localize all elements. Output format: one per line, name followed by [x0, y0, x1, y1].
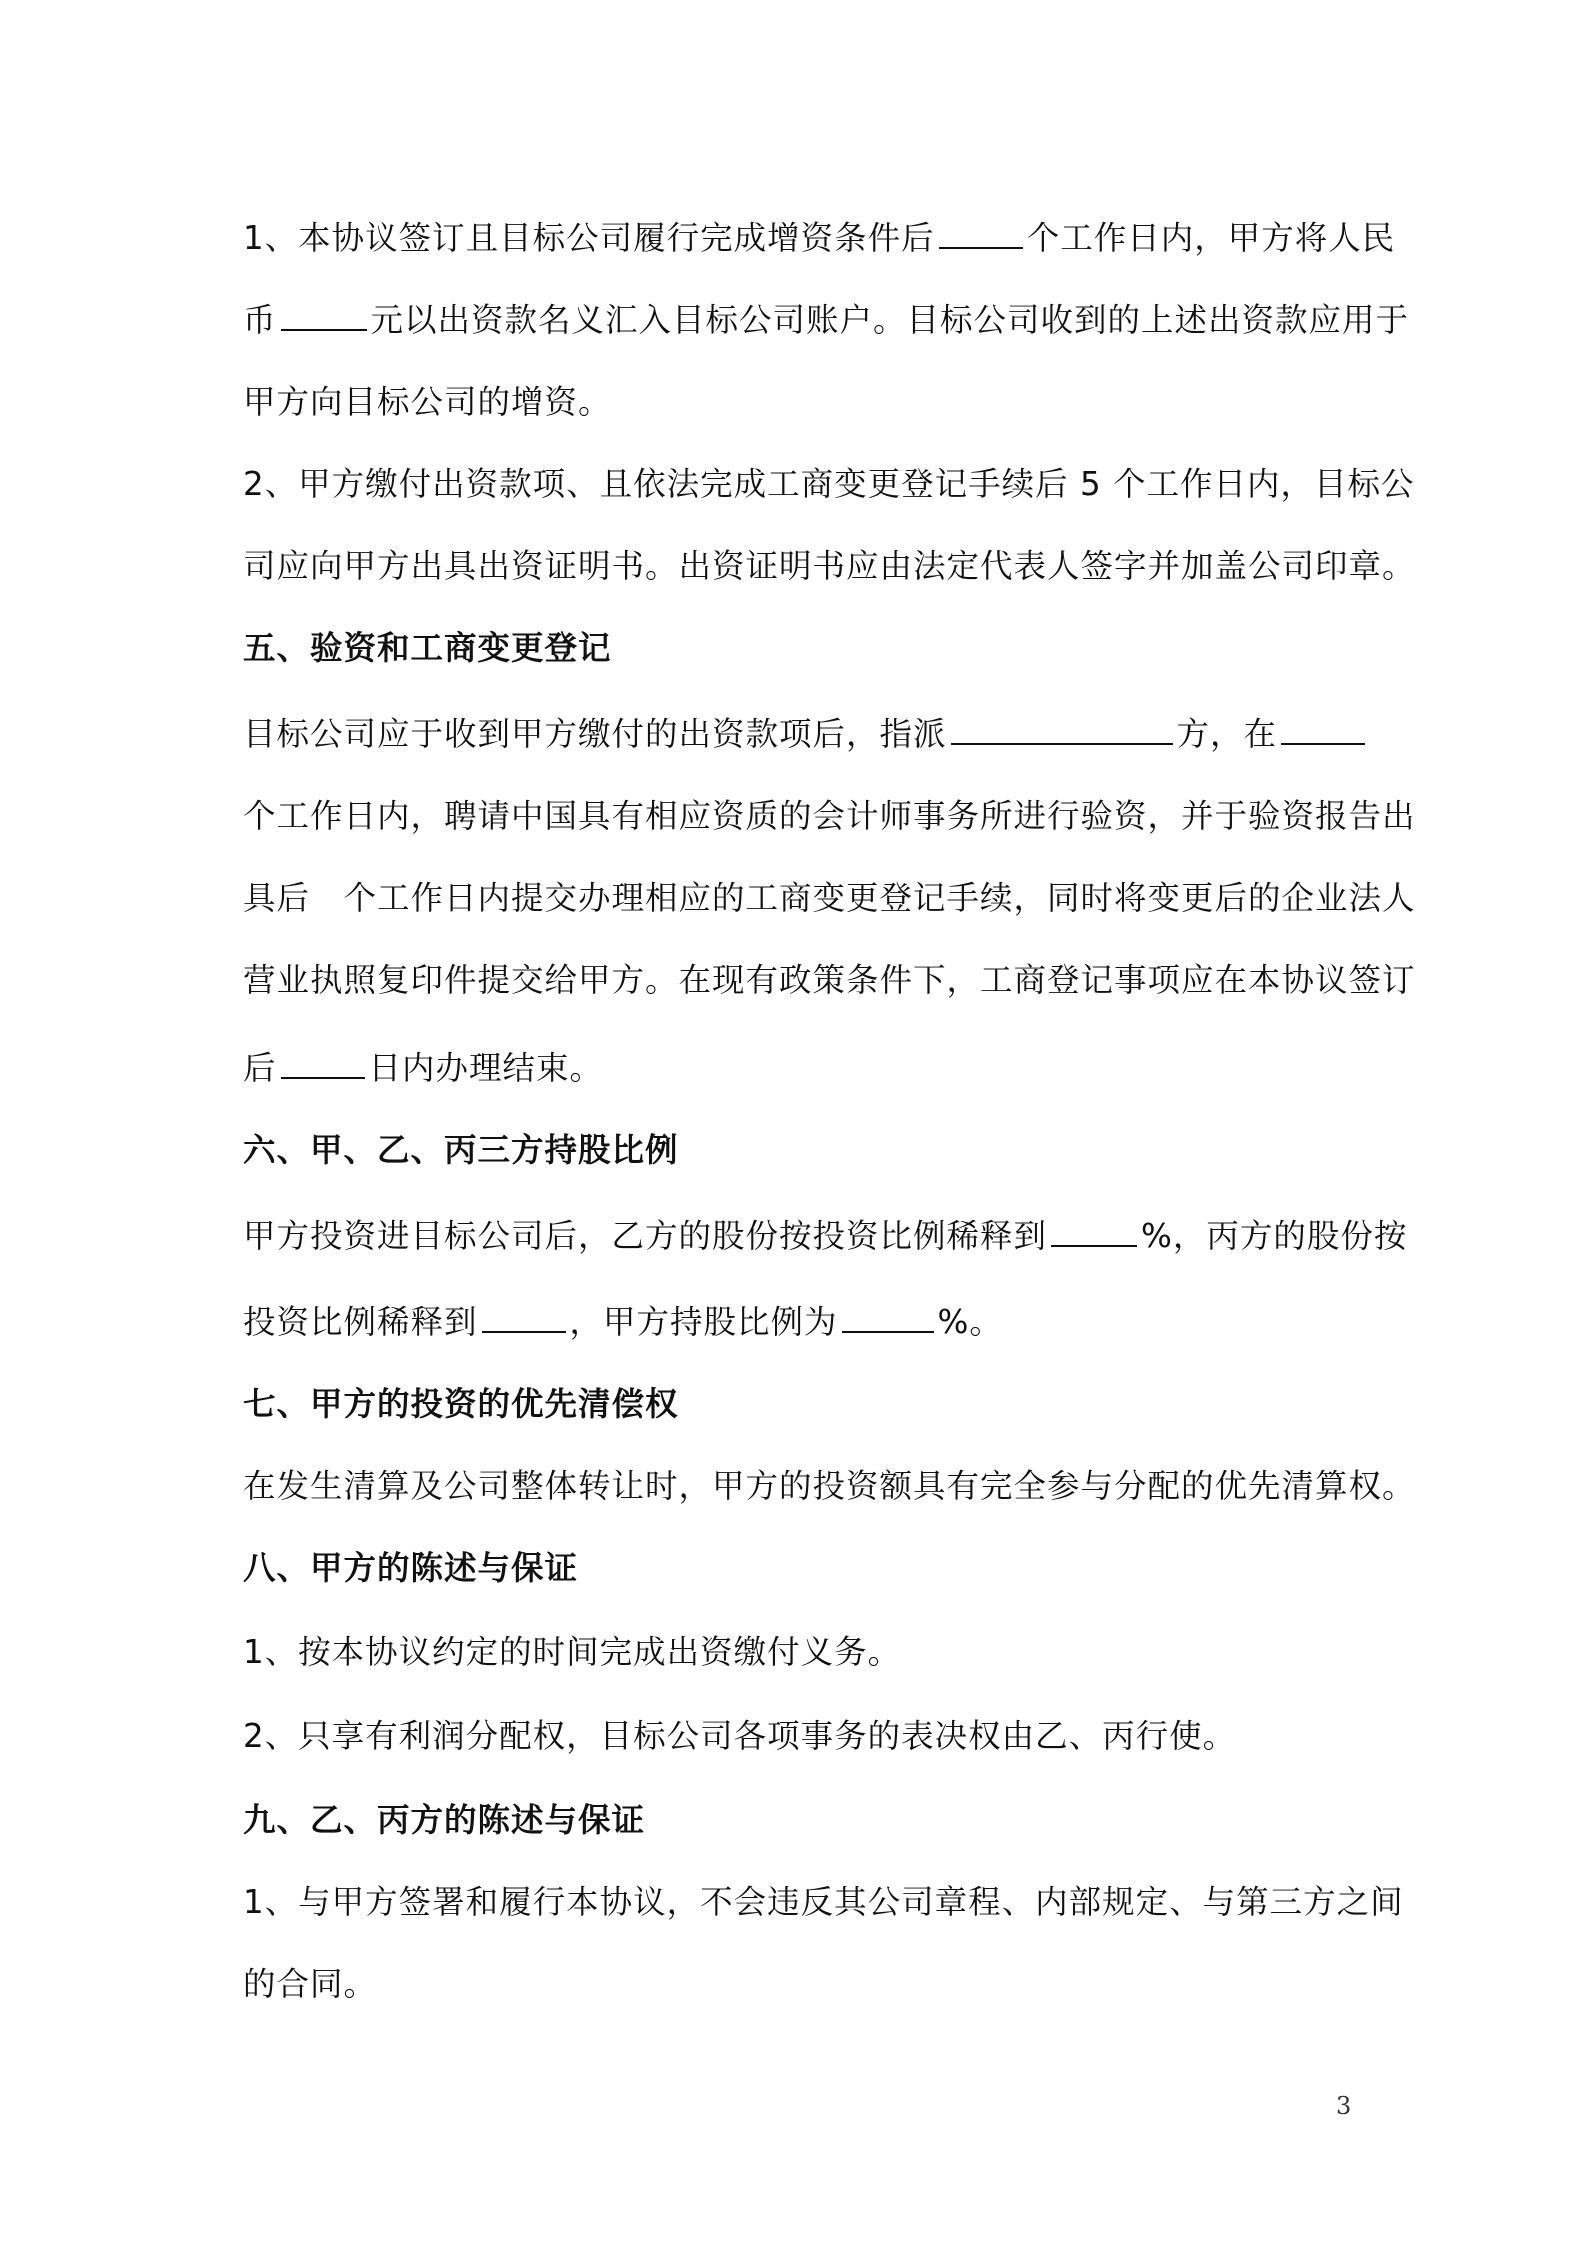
- blank-field: [1281, 713, 1365, 745]
- section-5-line-2: 个工作日内，聘请中国具有相应资质的会计师事务所进行验资，并于验资报告出: [243, 797, 1416, 835]
- section-9-heading: 九、乙、丙方的陈述与保证: [243, 1801, 646, 1839]
- clause-4-1-line-3: 甲方向目标公司的增资。: [243, 383, 612, 421]
- text: 投资比例稀释到: [243, 1303, 478, 1341]
- text: 甲方投资进目标公司后，乙方的股份按投资比例稀释到: [243, 1217, 1048, 1255]
- section-6-heading: 六、甲、乙、丙三方持股比例: [243, 1131, 679, 1169]
- section-5-line-1: [243, 712, 1355, 756]
- section-8-heading: 八、甲方的陈述与保证: [243, 1549, 579, 1587]
- page-number: 3: [1336, 2092, 1352, 2120]
- text: %，丙方的股份按: [1141, 1217, 1408, 1255]
- blank-field: [281, 299, 367, 331]
- clause-4-2-line-1: 2、甲方缴付出资款项、且依法完成工商变更登记手续后 5 个工作日内，目标公: [243, 465, 1415, 503]
- text: 元以出资款名义汇入目标公司账户。目标公司收到的上述出资款应用于: [370, 301, 1410, 339]
- text: 目标公司应于收到甲方缴付的出资款项后，指派: [243, 715, 947, 753]
- clause-4-1-line-2: [243, 298, 1410, 342]
- section-5-line-4: 营业执照复印件提交给甲方。在现有政策条件下，工商登记事项应在本协议签订: [243, 961, 1416, 999]
- text: 1、本协议签订且目标公司履行完成增资条件后: [243, 219, 935, 257]
- section-7-line-1: 在发生清算及公司整体转让时，甲方的投资额具有完全参与分配的优先清算权。: [243, 1467, 1416, 1505]
- section-6-line-2: [243, 1300, 1355, 1344]
- clause-4-2-line-2: 司应向甲方出具出资证明书。出资证明书应由法定代表人签字并加盖公司印章。: [243, 547, 1416, 585]
- text: %。: [937, 1303, 1003, 1341]
- section-9-line-1: 1、与甲方签署和履行本协议，不会违反其公司章程、内部规定、与第三方之间: [243, 1883, 1404, 1921]
- section-5-heading: 五、验资和工商变更登记: [243, 629, 612, 667]
- blank-field: [482, 1301, 566, 1333]
- section-6-line-1: [243, 1214, 1408, 1258]
- blank-field: [939, 217, 1023, 249]
- section-9-line-2: 的合同。: [243, 1965, 378, 2003]
- blank-field: [1051, 1215, 1137, 1247]
- section-8-line-1: 1、按本协议约定的时间完成出资缴付义务。: [243, 1633, 902, 1671]
- blank-field: [842, 1301, 934, 1333]
- text: 个工作日内，甲方将人民: [1026, 219, 1396, 257]
- section-5-line-3: 具后 个工作日内提交办理相应的工商变更登记手续，同时将变更后的企业法人: [243, 879, 1416, 917]
- text: 后: [243, 1049, 277, 1087]
- section-7-heading: 七、甲方的投资的优先清偿权: [243, 1385, 679, 1423]
- blank-field: [951, 713, 1173, 745]
- text: 币: [243, 301, 277, 339]
- section-5-line-5: [243, 1046, 1355, 1090]
- text: ，甲方持股比例为: [569, 1303, 838, 1341]
- section-8-line-2: 2、只享有利润分配权，目标公司各项事务的表决权由乙、丙行使。: [243, 1717, 1237, 1755]
- text: 日内办理结束。: [368, 1049, 604, 1087]
- clause-4-1-line-1: [243, 216, 1396, 260]
- text: 方，在: [1176, 715, 1278, 753]
- blank-field: [281, 1047, 365, 1079]
